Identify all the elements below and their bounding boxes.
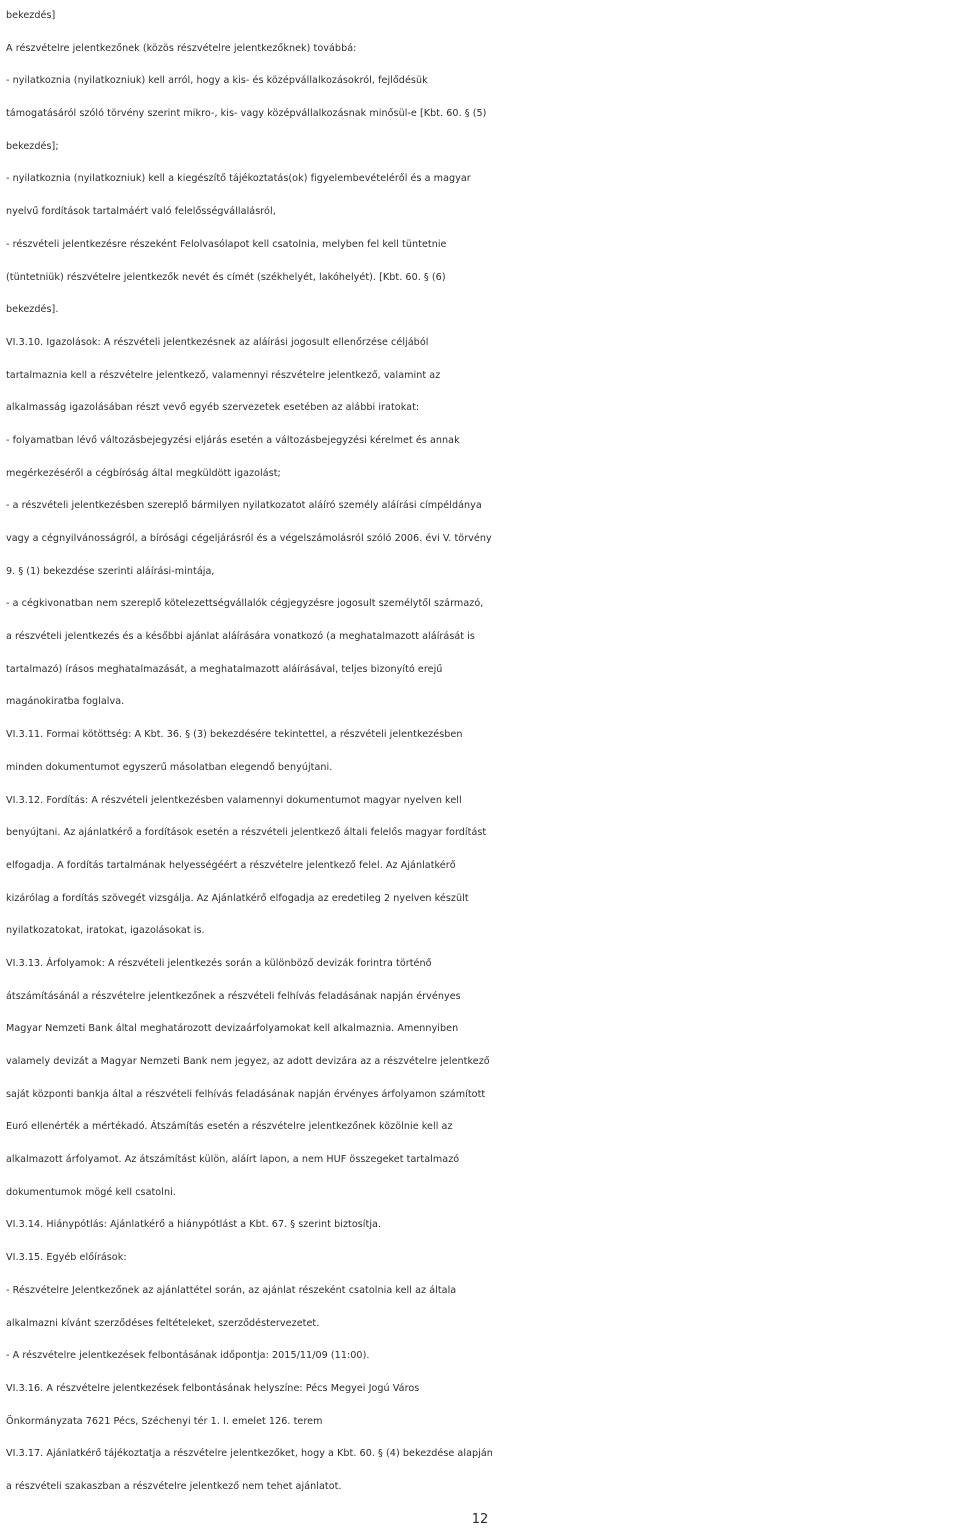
text-line: VI.3.15. Egyéb előírások: — [6, 1252, 127, 1264]
text-line: - a cégkivonatban nem szereplő kötelezettségvállalók cégjegyzésre jogosult személytől származó, — [6, 598, 484, 610]
text-line: a részvételi jelentkezés és a későbbi ajánlat aláírására vonatkozó (a meghatalmazott aláírását is — [6, 631, 475, 643]
text-line: bekezdés]. — [6, 304, 59, 316]
text-line: megérkezéséről a cégbíróság által megküldött igazolást; — [6, 467, 281, 479]
text-line: - részvételi jelentkezésre részeként Felolvasólapot kell csatolnia, melyben fel kell tüntetnie — [6, 238, 447, 250]
text-line: vagy a cégnyilvánosságról, a bírósági cégeljárásról és a végelszámolásról szóló 2006. évi V. törvény — [6, 533, 492, 544]
text-line: (tüntetniük) részvételre jelentkezők nevét és címét (székhelyét, lakóhelyét). [Kbt. 60. § (6) — [6, 271, 446, 283]
document-body — [6, 0, 956, 1504]
text-line: VI.3.10. Igazolások: A részvételi jelentkezésnek az aláírási jogosult ellenőrzése céljából — [6, 336, 429, 348]
text-line: tartalmazó) írásos meghatalmazását, a meghatalmazott aláírásával, teljes bizonyító erejű — [6, 663, 443, 675]
text-line: nyilatkozatokat, iratokat, igazolásokat is. — [6, 925, 205, 937]
text-line: elfogadja. A fordítás tartalmának helyességéért a részvételre jelentkező felel. Az Ajánlatkérő — [6, 859, 456, 871]
text-line: 9. § (1) bekezdése szerinti aláírási-mintája, — [6, 565, 215, 577]
text-line: benyújtani. Az ajánlatkérő a fordítások esetén a részvételi jelentkező általi felelős magyar fordítást — [6, 827, 487, 839]
text-line: A részvételre jelentkezőnek (közös részvételre jelentkezőknek) továbbá: — [6, 42, 357, 54]
text-line: valamely devizát a Magyar Nemzeti Bank nem jegyez, az adott devizára az a részvételre jelentkező — [6, 1056, 490, 1067]
text-line: - Részvételre Jelentkezőnek az ajánlattétel során, az ajánlat részeként csatolnia kell az általa — [6, 1284, 457, 1296]
text-line: átszámításánál a részvételre jelentkezőnek a részvételi felhívás feladásának napján érvényes — [6, 990, 461, 1002]
text-line: VI.3.13. Árfolyamok: A részvételi jelentkezés során a különböző devizák forintra történő — [6, 957, 432, 969]
text-line: saját központi bankja által a részvételi felhívás feladásának napján érvényes árfolyamon számított — [6, 1088, 486, 1100]
text-line: - A részvételre jelentkezések felbontásának időpontja: 2015/11/09 (11:00). — [6, 1350, 370, 1362]
text-line: minden dokumentumot egyszerű másolatban elegendő benyújtani. — [6, 761, 333, 773]
text-line: magánokiratba foglalva. — [6, 696, 125, 708]
text-line: tartalmaznia kell a részvételre jelentkező, valamennyi részvételre jelentkező, valamint az — [6, 369, 441, 381]
text-line: alkalmazni kívánt szerződéses feltételeket, szerződéstervezetet. — [6, 1317, 320, 1329]
text-line: VI.3.17. Ajánlatkérő tájékoztatja a részvételre jelentkezőket, hogy a Kbt. 60. § (4) bekezdése alapján — [6, 1448, 493, 1460]
text-line: - folyamatban lévő változásbejegyzési eljárás esetén a változásbejegyzési kérelmet és annak — [6, 434, 460, 446]
text-line: Euró ellenérték a mértékadó. Átszámítás esetén a részvételre jelentkezőnek közölnie kell az — [6, 1121, 453, 1133]
text-line: - nyilatkoznia (nyilatkozniuk) kell a kiegészítő tájékoztatás(ok) figyelembevételéről és a magyar — [6, 173, 471, 185]
text-line: VI.3.14. Hiánypótlás: Ajánlatkérő a hiánypótlást a Kbt. 67. § szerint biztosítja. — [6, 1219, 382, 1231]
text-line: - a részvételi jelentkezésben szereplő bármilyen nyilatkozatot aláíró személy aláírási címpéldánya — [6, 500, 482, 512]
page-number: 12 — [471, 1512, 489, 1527]
text-line: alkalmasság igazolásában részt vevő egyéb szervezetek esetében az alábbi iratokat: — [6, 402, 420, 414]
text-line: VI.3.16. A részvételre jelentkezések felbontásának helyszíne: Pécs Megyei Jogú Város — [6, 1382, 420, 1394]
text-line: bekezdés] — [6, 10, 56, 21]
text-line: alkalmazott árfolyamot. Az átszámítást külön, aláírt lapon, a nem HUF összegeket tartalmazó — [6, 1154, 460, 1166]
text-line: a részvételi szakaszban a részvételre jelentkező nem tehet ajánlatot. — [6, 1480, 342, 1492]
text-line: Önkormányzata 7621 Pécs, Széchenyi tér 1. I. emelet 126. terem — [6, 1415, 323, 1427]
text-line: nyelvű fordítások tartalmáért való felelősségvállalásról, — [6, 206, 276, 218]
text-line: VI.3.12. Fordítás: A részvételi jelentkezésben valamennyi dokumentumot magyar nyelven kell — [6, 794, 462, 806]
text-line: - nyilatkoznia (nyilatkozniuk) kell arról, hogy a kis- és középvállalkozásokról, fejlődésük — [6, 75, 428, 87]
text-line: támogatásáról szóló törvény szerint mikro-, kis- vagy középvállalkozásnak minősül-e [Kbt. 60. § (5) — [6, 108, 487, 120]
text-line: dokumentumok mögé kell csatolni. — [6, 1186, 176, 1198]
text-line: VI.3.11. Formai kötöttség: A Kbt. 36. § (3) bekezdésére tekintettel, a részvételi jelentkezésben — [6, 729, 463, 741]
text-line: bekezdés]; — [6, 140, 59, 152]
text-line: Magyar Nemzeti Bank által meghatározott devizaárfolyamokat kell alkalmaznia. Amennyiben — [6, 1023, 459, 1035]
text-line: kizárólag a fordítás szövegét vizsgálja. Az Ajánlatkérő elfogadja az eredetileg 2 nyelven készült — [6, 892, 469, 904]
